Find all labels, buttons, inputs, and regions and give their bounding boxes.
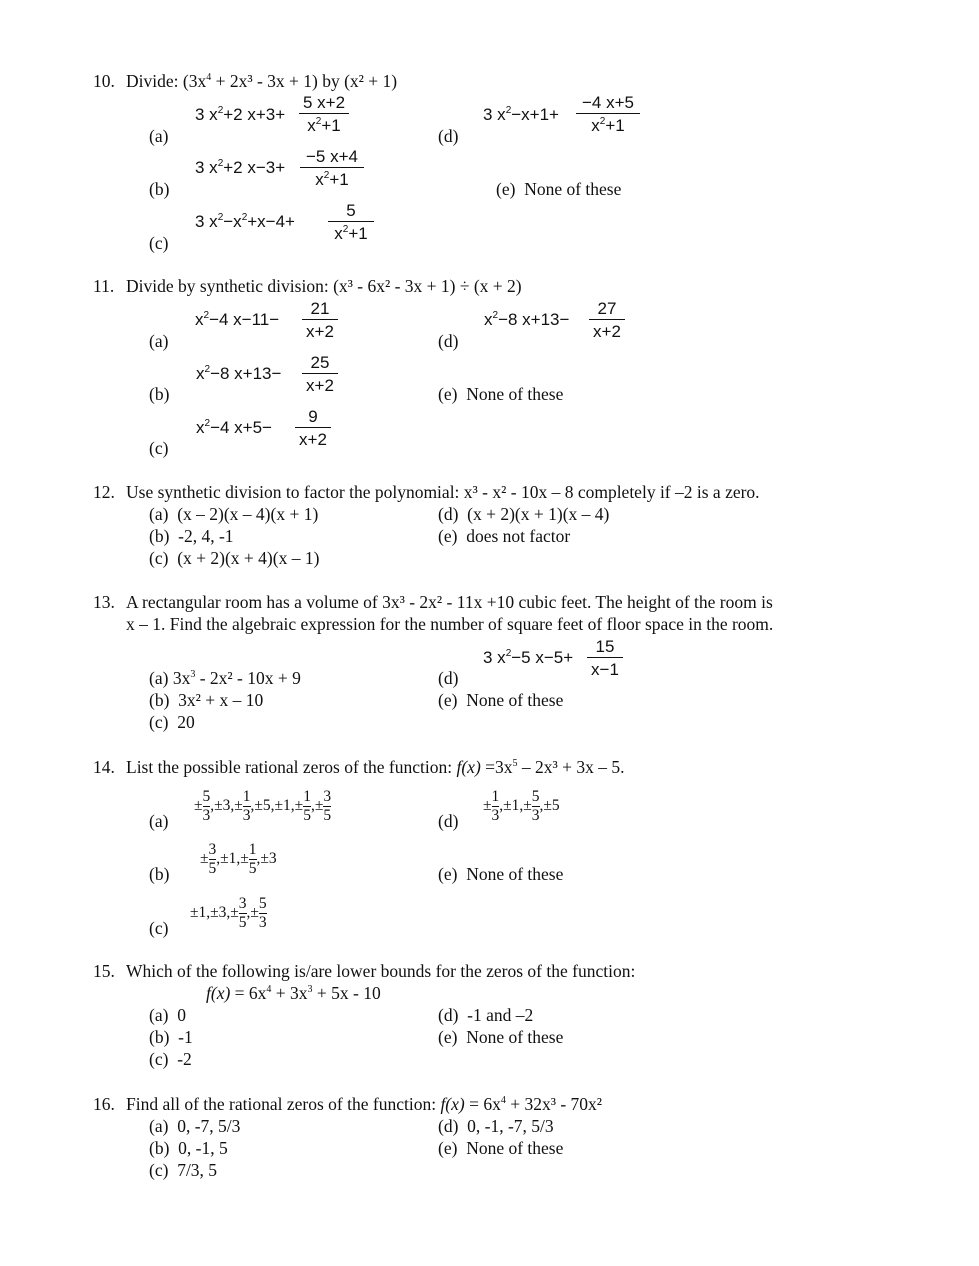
fraction: 1 3	[242, 788, 251, 824]
option-c-expression: 3 $x^2-x^2+x-4+$	[195, 212, 295, 231]
option-label[interactable]: (c)	[149, 438, 169, 458]
fraction: 1 5	[248, 841, 257, 877]
option-d[interactable]: (d) -1 and –2	[438, 1005, 534, 1025]
fraction: 5 3	[202, 788, 211, 824]
fraction: 1 5	[303, 788, 311, 824]
option-a-expression: 3 $x^2+2$ x+3+	[195, 105, 286, 124]
question-number: 16.	[93, 1094, 115, 1114]
option-c-expression: ±1,±3,± 3 5 ,± 5 3	[190, 895, 267, 931]
option-d[interactable]: (d) 0, -1, -7, 5/3	[438, 1116, 554, 1136]
question-number: 15.	[93, 961, 115, 981]
question-prompt: List the possible rational zeros of the function: $f(x) =3x^5 - 2x^3 + 3x - 5$.	[126, 757, 625, 777]
question-number: 10.	[93, 71, 115, 91]
option-d-fraction: −4 x+5 $x^2+1$	[576, 94, 640, 134]
option-b-fraction: −5 x+4 $x^2+1$	[300, 148, 364, 188]
option-a[interactable]: (a) (x – 2)(x – 4)(x + 1)	[149, 504, 319, 524]
option-label[interactable]: (d)	[438, 811, 459, 831]
function-expression: $f(x) = 6x^4 + 3x^3 + 5x - 10$	[206, 983, 381, 1003]
option-e[interactable]: (e) None of these	[438, 1138, 564, 1158]
option-b[interactable]: (b) -2, 4, -1	[149, 526, 234, 546]
option-d-expression: 3 $x^2-x+1+$	[483, 105, 559, 124]
option-a-fraction: 5 x+2 $x^2+1$	[299, 94, 349, 134]
option-e[interactable]: (e) None of these	[438, 384, 564, 404]
question-prompt: Which of the following is/are lower bounds for the zeros of the function:	[126, 961, 636, 981]
option-label[interactable]: (a)	[149, 811, 169, 831]
option-c[interactable]: (c) (x + 2)(x + 4)(x – 1)	[149, 548, 320, 568]
option-e[interactable]: (e) None of these	[438, 1027, 564, 1047]
question-prompt: Use synthetic division to factor the polynomial: x³ - x² - 10x – 8 completely if –2 is a zero.	[126, 482, 760, 502]
option-label[interactable]: (b)	[149, 864, 170, 884]
option-b-expression: 3 $x^2+2$ x−3+	[195, 158, 286, 177]
option-c-expression: $x^2-4$ x+5−	[196, 418, 272, 437]
option-e[interactable]: (e) None of these	[496, 179, 622, 199]
option-a[interactable]: (a) $3x^3 - 2x^2 - 10x + 9$	[149, 668, 301, 688]
option-e[interactable]: (e) None of these	[438, 690, 564, 710]
option-c[interactable]: (c) 20	[149, 712, 195, 732]
question-number: 13.	[93, 592, 115, 612]
option-d-fraction: 15 x−1	[587, 638, 623, 678]
option-label[interactable]: (d)	[438, 668, 459, 688]
question-number: 12.	[93, 482, 115, 502]
option-b[interactable]: (b) 3x² + x – 10	[149, 690, 264, 710]
option-label[interactable]: (c)	[149, 233, 169, 253]
fraction: 5 3	[258, 895, 267, 931]
question-prompt: Find all of the rational zeros of the function: $f(x) = 6x^4 + 32x^3 - 70x^2$	[126, 1094, 603, 1114]
option-b-expression: ± 3 5 ,±1,± 1 5 ,±3	[200, 841, 277, 877]
option-b-expression: $x^2-8$ x+13−	[196, 364, 282, 383]
option-a-expression: ± 5 3 ,±3,± 1 3 ,±5,±1,± 1 5 ,± 3 5	[194, 788, 332, 824]
option-a-expression: $x^2-4$ x−11−	[195, 310, 280, 329]
option-d-expression: $x^2-8$ x+13−	[484, 310, 570, 329]
question-prompt-line-2: x – 1. Find the algebraic expression for the number of square feet of floor space in the room.	[126, 614, 774, 634]
fraction: 1 3	[491, 788, 500, 824]
option-label[interactable]: (a)	[149, 331, 169, 351]
fraction: 5 3	[531, 788, 540, 824]
option-a[interactable]: (a) 0, -7, 5/3	[149, 1116, 241, 1136]
option-c-fraction: 5 $x^2+1$	[328, 202, 374, 242]
question-number: 11.	[93, 276, 115, 296]
option-label[interactable]: (c)	[149, 918, 169, 938]
fraction: 3 5	[323, 788, 332, 824]
option-a[interactable]: (a) 0	[149, 1005, 186, 1025]
option-d-expression: ± 1 3 ,±1,± 5 3 ,±5	[483, 788, 560, 824]
option-d[interactable]: (d) (x + 2)(x + 1)(x – 4)	[438, 504, 610, 524]
question-number: 14.	[93, 757, 115, 777]
option-label[interactable]: (b)	[149, 179, 170, 199]
option-label[interactable]: (a)	[149, 126, 169, 146]
option-b[interactable]: (b) 0, -1, 5	[149, 1138, 228, 1158]
option-e[interactable]: (e) None of these	[438, 864, 564, 884]
fraction: 3 5	[208, 841, 217, 877]
option-d-fraction: 27 x+2	[589, 300, 625, 340]
question-prompt: Divide: $(3x^4 + 2x^3 - 3x + 1)$ by (x² + 1)	[126, 71, 398, 91]
option-label[interactable]: (b)	[149, 384, 170, 404]
option-c-fraction: 9 x+2	[295, 408, 331, 448]
fraction: 3 5	[238, 895, 247, 931]
option-c[interactable]: (c) -2	[149, 1049, 192, 1069]
option-a-fraction: 21 x+2	[302, 300, 338, 340]
option-b-fraction: 25 x+2	[302, 354, 338, 394]
option-label[interactable]: (d)	[438, 331, 459, 351]
option-label[interactable]: (d)	[438, 126, 459, 146]
question-prompt: Divide by synthetic division: (x³ - 6x² - 3x + 1) ÷ (x + 2)	[126, 276, 522, 296]
question-prompt-line-1: A rectangular room has a volume of 3x³ - 2x² - 11x +10 cubic feet. The height of the room is	[126, 592, 773, 612]
option-e[interactable]: (e) does not factor	[438, 526, 571, 546]
option-c[interactable]: (c) 7/3, 5	[149, 1160, 218, 1180]
option-b[interactable]: (b) -1	[149, 1027, 193, 1047]
option-d-expression: 3 $x^2-5$ x−5+	[483, 648, 574, 667]
